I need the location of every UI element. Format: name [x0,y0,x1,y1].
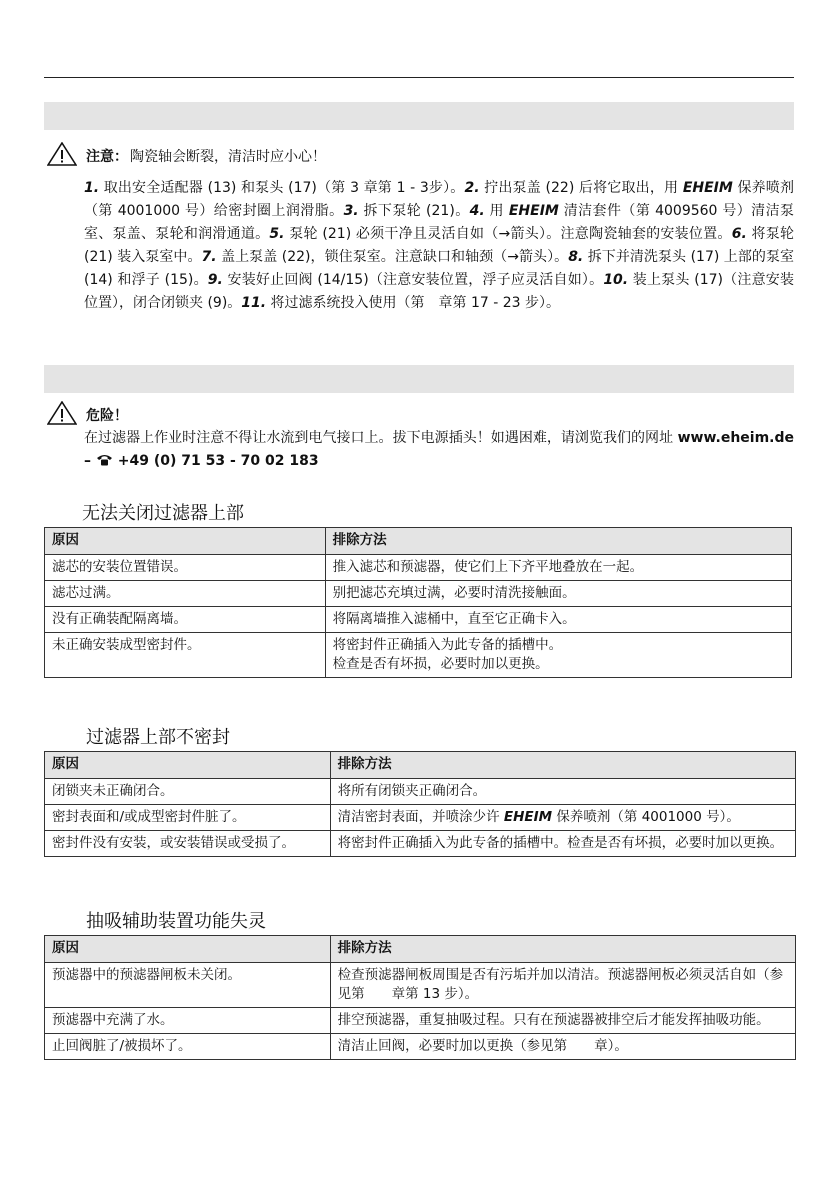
cause-cell: 预滤器中充满了水。 [45,1008,331,1034]
header-fix: 排除方法 [325,528,791,555]
table-header-row [45,752,796,779]
troubleshoot-table-suction-aid [44,935,796,1060]
section-header-band-faults [44,365,794,393]
step-text: 安装好止回阀 (14/15)（注意安装位置，浮子应灵活自如）。 [222,272,604,288]
troubleshoot-table-not-sealed [44,751,796,857]
header-cause: 原因 [45,752,331,779]
table-row [45,555,792,581]
step-text: 装上泵头 (17)（注意安装位置），闭合闭锁夹 (9)。 [84,272,794,311]
brand-name: EHEIM [503,809,553,825]
fix-cell [330,805,795,831]
cause-cell: 滤芯的安装位置错误。 [45,555,326,581]
cause-cell: 止回阀脏了/被损坏了。 [45,1034,331,1060]
section-header-band-cleaning [44,102,794,130]
brand-name: EHEIM [682,180,733,196]
fix-cell: 将隔离墙推入滤桶中，直至它正确卡入。 [325,607,791,633]
troubleshoot-table-cannot-close [44,527,792,678]
step-text: 盖上泵盖 (22)，锁住泵室。注意缺口和轴颈（→箭头）。 [216,249,569,265]
phone-icon [96,454,113,466]
step-number: 2. [464,180,480,196]
website-link[interactable]: www.eheim.de [677,430,794,446]
cause-cell: 密封件没有安装，或安装错误或受损了。 [45,831,331,857]
brand-name: EHEIM [508,203,559,219]
fix-cell: 推入滤芯和预滤器，使它们上下齐平地叠放在一起。 [325,555,791,581]
step-text: 泵轮 (21) 必须干净且灵活自如（→箭头）。注意陶瓷轴套的安装位置。 [284,226,732,242]
table-row [45,581,792,607]
step-text: 保养喷剂（第 4001000 号）给密封圈上润滑脂。 [84,180,794,219]
step-text: 拆下并清洗泵头 (17) 上部的泵室 (14) 和浮子 (15)。 [84,249,794,288]
fix-cell: 排空预滤器，重复抽吸过程。只有在预滤器被排空后才能发挥抽吸功能。 [330,1008,795,1034]
step-text: 拧出泵盖 (22) 后将它取出，用 [479,180,683,196]
fix-cell: 清洁止回阀，必要时加以更换（参见第 章）。 [330,1034,795,1060]
notice-label: 注意： [86,149,128,165]
step-text: 拆下泵轮 (21)。 [358,203,470,219]
step-number: 3. [343,203,359,219]
step-number: 4. [469,203,485,219]
table-row [45,607,792,633]
fix-cell: 检查预滤器闸板周围是否有污垢并加以清洁。预滤器闸板必须灵活自如（参见第 章第 13 步）。 [330,963,795,1008]
cause-cell: 密封表面和/或成型密封件脏了。 [45,805,331,831]
warning-triangle-icon [47,401,77,425]
danger-text [84,427,794,473]
step-number: 6. [731,226,747,242]
step-number: 11. [241,295,267,311]
cause-cell: 没有正确装配隔离墙。 [45,607,326,633]
table-title: 无法关闭过滤器上部 [82,503,244,524]
fix-line: 将密封件正确插入为此专备的插槽中。 [332,637,563,653]
step-text: 将泵轮 (21) 装入泵室中。 [84,226,795,265]
warning-triangle-icon [47,142,77,166]
cause-cell: 闭锁夹未正确闭合。 [45,779,331,805]
phone-number: +49 (0) 71 53 - 70 02 183 [112,453,319,469]
cause-cell: 滤芯过满。 [45,581,326,607]
step-number: 10. [603,272,629,288]
step-number: 5. [269,226,285,242]
step-number: 8. [568,249,584,265]
table-header-row [45,528,792,555]
header-rule [44,77,794,78]
step-number: 1. [84,180,100,196]
header-cause: 原因 [45,528,326,555]
step-number: 9. [207,272,223,288]
table-row [45,1008,796,1034]
step-text: 用 [484,203,509,219]
step-text: 清洁套件（第 4009560 号）清洁泵室、泵盖、泵轮和润滑通道。 [84,203,795,242]
notice-text: 陶瓷轴会断裂，清洁时应小心！ [130,149,326,165]
table-row [45,805,796,831]
fix-line: 检查是否有坏损，必要时加以更换。 [332,656,549,672]
fix-text: 清洁密封表面，并喷涂少许 [337,809,504,825]
table-row [45,831,796,857]
step-number: 7. [201,249,217,265]
table-header-row [45,936,796,963]
cleaning-steps [84,177,794,315]
fix-cell [325,633,791,678]
step-text: 取出安全适配器 (13) 和泵头 (17)（第 3 章第 1 - 3步）。 [99,180,465,196]
header-fix: 排除方法 [330,752,795,779]
fix-text: 保养喷剂（第 4001000 号）。 [552,809,740,825]
header-cause: 原因 [45,936,331,963]
table-title: 过滤器上部不密封 [86,727,230,748]
fix-cell: 将密封件正确插入为此专备的插槽中。检查是否有坏损，必要时加以更换。 [330,831,795,857]
table-row [45,779,796,805]
cause-cell: 预滤器中的预滤器闸板未关闭。 [45,963,331,1008]
danger-body: 在过滤器上作业时注意不得让水流到电气接口上。拔下电源插头！如遇困难，请浏览我们的网址 [84,430,678,446]
header-fix: 排除方法 [330,936,795,963]
table-row [45,963,796,1008]
table-row [45,1034,796,1060]
step-text: 将过滤系统投入使用（第 章第 17 - 23 步）。 [266,295,561,311]
table-title: 抽吸辅助装置功能失灵 [86,911,266,932]
cause-cell: 未正确安装成型密封件。 [45,633,326,678]
fix-cell: 将所有闭锁夹正确闭合。 [330,779,795,805]
danger-label: 危险！ [86,408,128,424]
table-row [45,633,792,678]
separator-dash: – [84,453,96,469]
fix-cell: 别把滤芯充填过满，必要时清洗接触面。 [325,581,791,607]
